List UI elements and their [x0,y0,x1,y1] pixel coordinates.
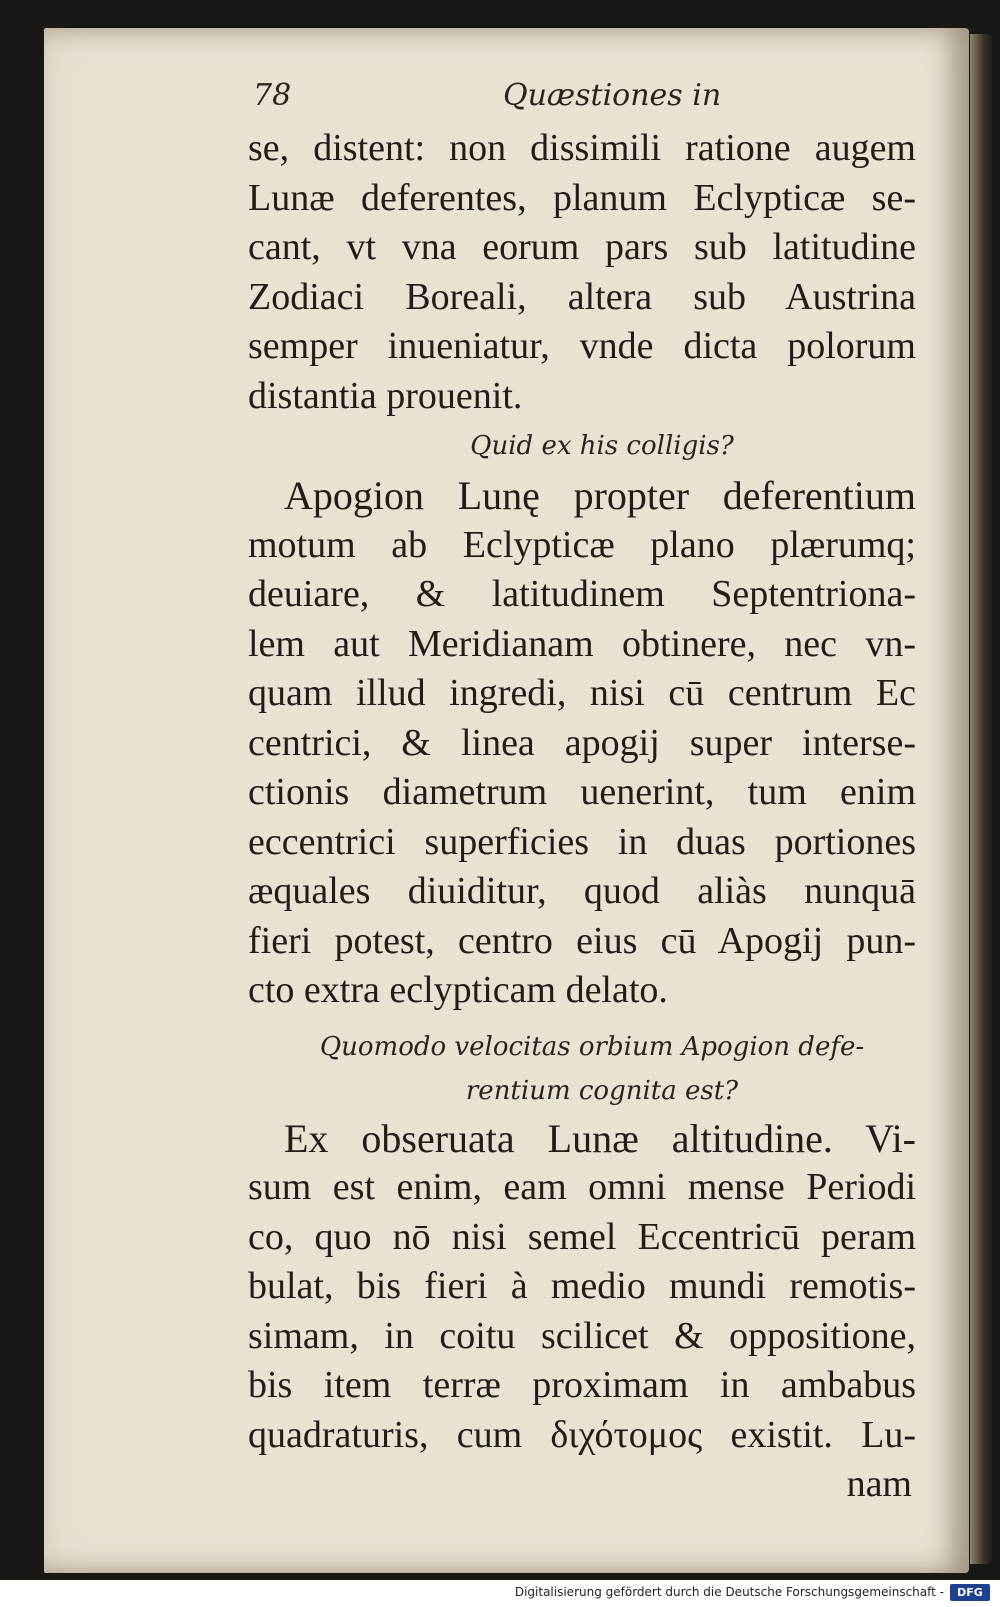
text-line: Zodiaci Boreali, altera sub Austrina [248,275,916,318]
page-edge [970,34,992,1564]
text-line: Ex obseruata Lunæ altitudine. Vi- [284,1115,916,1161]
text-block [248,124,916,1510]
page-header [253,78,913,120]
question-heading-continued: rentium cognita est? [465,1075,739,1106]
catchword: nam [846,1463,912,1505]
text-line: lem aut Meridianam obtinere, nec vn- [248,622,916,665]
text-line: centrici, & linea apogij super interse- [248,721,916,764]
text-line: semper inueniatur, vnde dicta polorum [248,325,916,367]
text-line: quam illud ingredi, nisi cū centrum Ec [248,672,916,714]
text-line: æquales diuiditur, quod aliàs nunquā [248,870,916,912]
page-number: 78 [253,78,292,113]
question-heading: Quomodo velocitas orbium Apogion defe- [319,1031,865,1062]
text-line: ctionis diametrum uenerint, tum enim [248,771,916,813]
text-line: se, distent: non dissimili ratione augem [248,127,916,169]
text-line: bulat, bis fieri à medio mundi remotis- [248,1265,916,1307]
text-line: cant, vt vna eorum pars sub latitudine [248,226,916,268]
text-line: quadraturis, cum διχότομος existit. Lu- [248,1413,916,1456]
text-line: deuiare, & latitudinem Septentriona- [248,573,916,615]
text-line: distantia prouenit. [248,374,523,417]
text-line: eccentrici superficies in duas portiones [248,820,916,863]
text-line: co, quo nō nisi semel Eccentricū peram [248,1215,916,1258]
text-line: cto extra eclypticam delato. [248,969,668,1011]
text-line: Apogion Lunę propter deferentium [284,473,916,518]
running-head: Quæstiones in [503,78,722,113]
text-line: sum est enim, eam omni mense Periodi [248,1166,916,1208]
text-line: motum ab Eclypticæ plano plærumq; [248,523,916,566]
text-line: bis item terræ proximam in ambabus [248,1364,916,1406]
question-heading: Quid ex his colligis? [470,431,734,461]
funding-credit: Digitalisierung gefördert durch die Deutsche Forschungsgemeinschaft - [514,1585,944,1599]
text-line: simam, in coitu scilicet & oppositione, [248,1314,916,1357]
text-line: Lunæ deferentes, planum Eclypticæ se- [248,176,916,219]
text-line: fieri potest, centro eius cū Apogij pun- [248,919,916,962]
footer-bar [0,1580,1000,1607]
dfg-logo: DFG [950,1584,990,1601]
